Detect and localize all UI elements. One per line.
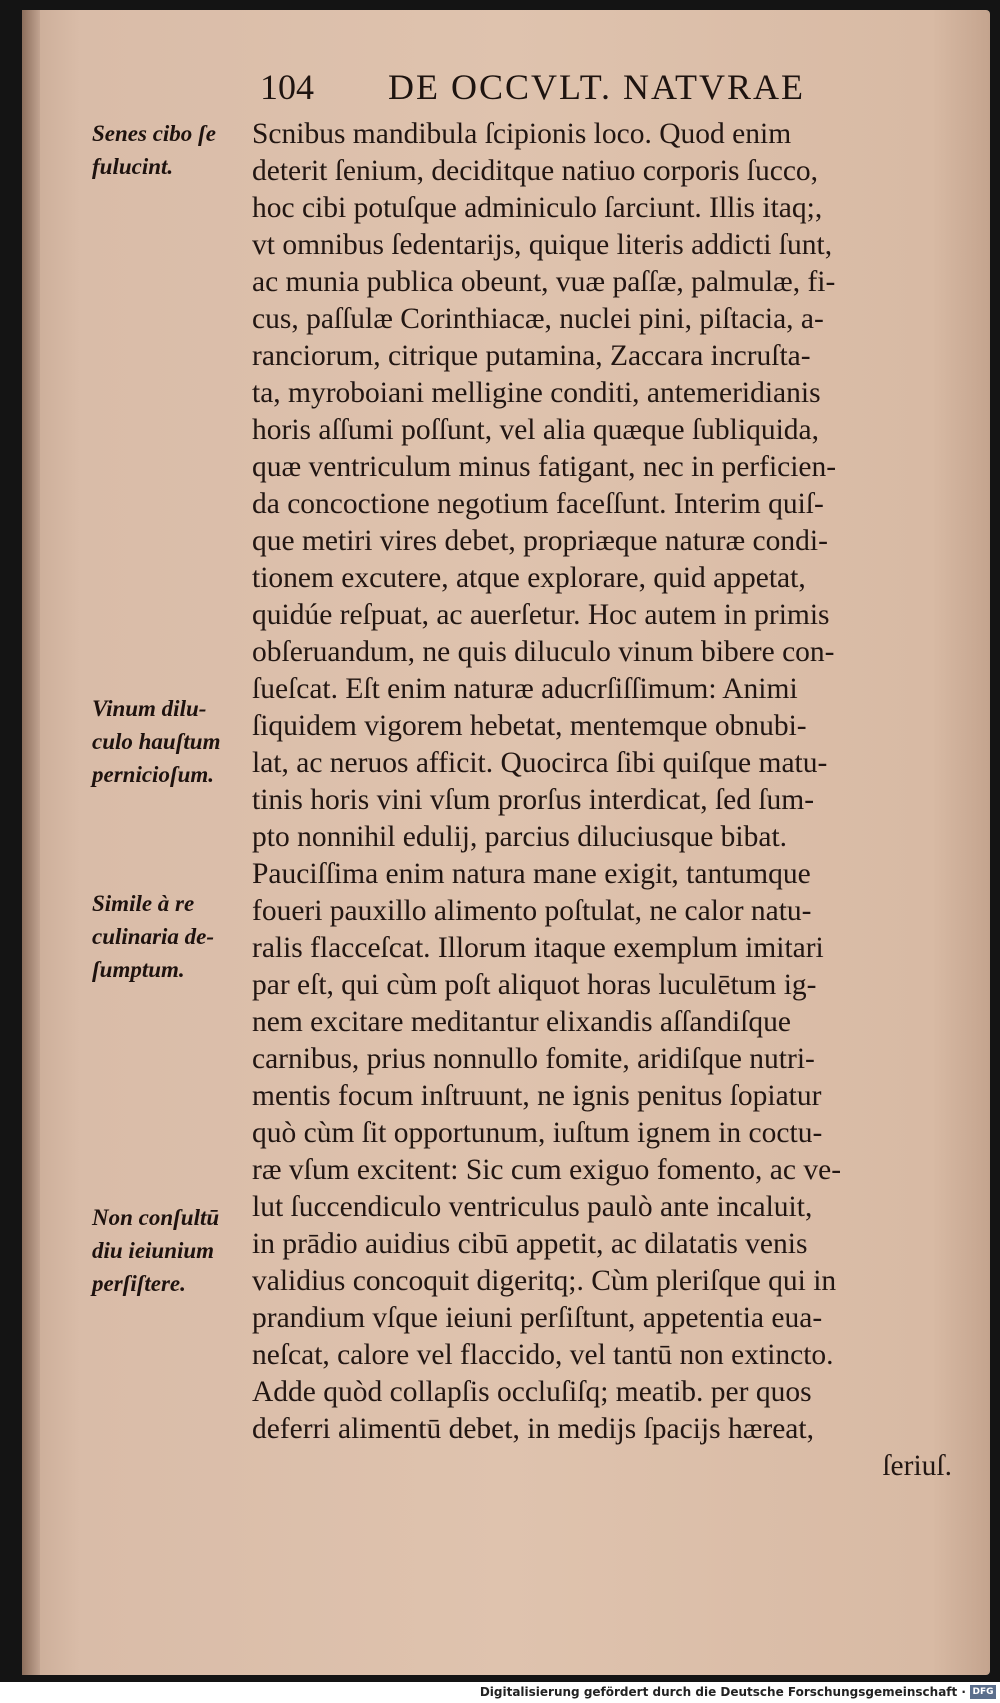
text-line: ta, myroboiani melligine conditi, antemeridianis [252,377,821,409]
margin-note-line: fulucint. [92,154,174,179]
text-line: ralis flacceſcat. Illorum itaque exemplum imitari [252,932,824,964]
text-line: deferri alimentū debet, in medijs ſpacijs hæreat, [252,1413,814,1445]
text-line: ſiquidem vigorem hebetat, mentemque obnubi- [252,710,807,742]
text-line: ranciorum, citrique putamina, Zaccara incruſta- [252,340,811,372]
page-number: 104 [260,67,314,107]
margin-note-line: diu ieiunium [92,1238,215,1263]
text-line: obſeruandum, ne quis diluculo vinum bibere con- [252,636,835,668]
margin-note-line: perſiſtere. [92,1271,186,1296]
text-line: quæ ventriculum minus fatigant, nec in perficien- [252,451,837,483]
text-line: ſueſcat. Eſt enim naturæ aducrſiſſimum: Animi [252,673,798,705]
margin-note-line: pernicioſum. [92,762,215,787]
text-line: hoc cibi potuſque adminiculo ſarciunt. Illis itaq;, [252,192,823,224]
text-line: lut ſuccendiculo ventriculus paulò ante incaluit, [252,1191,813,1223]
text-line: par eſt, qui cùm poſt aliquot horas luculētum ig- [252,969,817,1001]
text-line: pto nonnihil edulij, parcius diluciusque bibat. [252,821,788,853]
text-line: Adde quòd collapſis occluſiſq; meatib. per quos [252,1376,812,1408]
margin-note [92,887,262,986]
text-line: in prādio auidius cibū appetit, ac dilatatis venis [252,1228,808,1260]
margin-note-line: Vinum dilu- [92,696,207,721]
digitization-footer [0,1682,1000,1703]
text-line: quidúe reſpuat, ac auerſetur. Hoc autem in primis [252,599,830,631]
text-line: nem excitare meditantur elixandis aſſandiſque [252,1006,791,1038]
body-text [252,116,960,1485]
text-line: tinis horis vini vſum prorſus interdicat, ſed ſum- [252,784,815,816]
page-header [260,66,960,112]
margin-note-line: ſumptum. [92,957,185,982]
dfg-logo-icon: DFG [970,1685,996,1699]
margin-note-line: culo hauſtum [92,729,221,754]
text-line: prandium vſque ieiuni perſiſtunt, appetentia eua- [252,1302,823,1334]
text-line: da concoctione negotium faceſſunt. Interim quiſ- [252,488,824,520]
margin-note [92,1201,262,1300]
margin-note [92,117,262,183]
text-line: Scnibus mandibula ſcipionis loco. Quod enim [252,118,792,150]
text-line: vt omnibus ſedentarijs, quique literis addicti ſunt, [252,229,833,261]
text-line: que metiri vires debet, propriæque naturæ condi- [252,525,828,557]
text-line: quò cùm ſit opportunum, iuſtum ignem in coctu- [252,1117,823,1149]
text-line: ræ vſum excitent: Sic cum exiguo fomento, ac ve- [252,1154,842,1186]
footer-credit: Digitalisierung gefördert durch die Deutsche Forschungsgemeinschaft · [479,1685,966,1699]
margin-note-line: Simile à re [92,891,195,916]
text-line: ſeriuſ. [882,1450,952,1482]
text-line: ac munia publica obeunt, vuæ paſſæ, palmulæ, fi- [252,266,836,298]
text-line: neſcat, calore vel flaccido, vel tantū non extincto. [252,1339,834,1371]
text-line: horis aſſumi poſſunt, vel alia quæque ſubliquida, [252,414,819,446]
margin-note-line: Senes cibo ſe [92,121,216,146]
margin-note [92,692,262,791]
text-line: tionem excutere, atque explorare, quid appetat, [252,562,806,594]
text-line: lat, ac neruos afficit. Quocirca ſibi quiſque matu- [252,747,828,779]
running-title: DE OCCVLT. NATVRAE [388,67,806,107]
text-line: cus, paſſulæ Corinthiacæ, nuclei pini, piſtacia, a- [252,303,824,335]
text-line: foueri pauxillo alimento poſtulat, ne calor natu- [252,895,812,927]
text-line: carnibus, prius nonnullo fomite, aridiſque nutri- [252,1043,815,1075]
margin-note-line: Non conſultū [92,1205,220,1230]
text-line: Pauciſſima enim natura mane exigit, tantumque [252,858,811,890]
text-line: deterit ſenium, deciditque natiuo corporis ſucco, [252,155,819,187]
page-gutter-shadow [22,10,40,1675]
text-line: mentis focum inſtruunt, ne ignis penitus ſopiatur [252,1080,822,1112]
text-line: validius concoquit digeritq;. Cùm pleriſque qui in [252,1265,837,1297]
margin-note-line: culinaria de- [92,924,215,949]
